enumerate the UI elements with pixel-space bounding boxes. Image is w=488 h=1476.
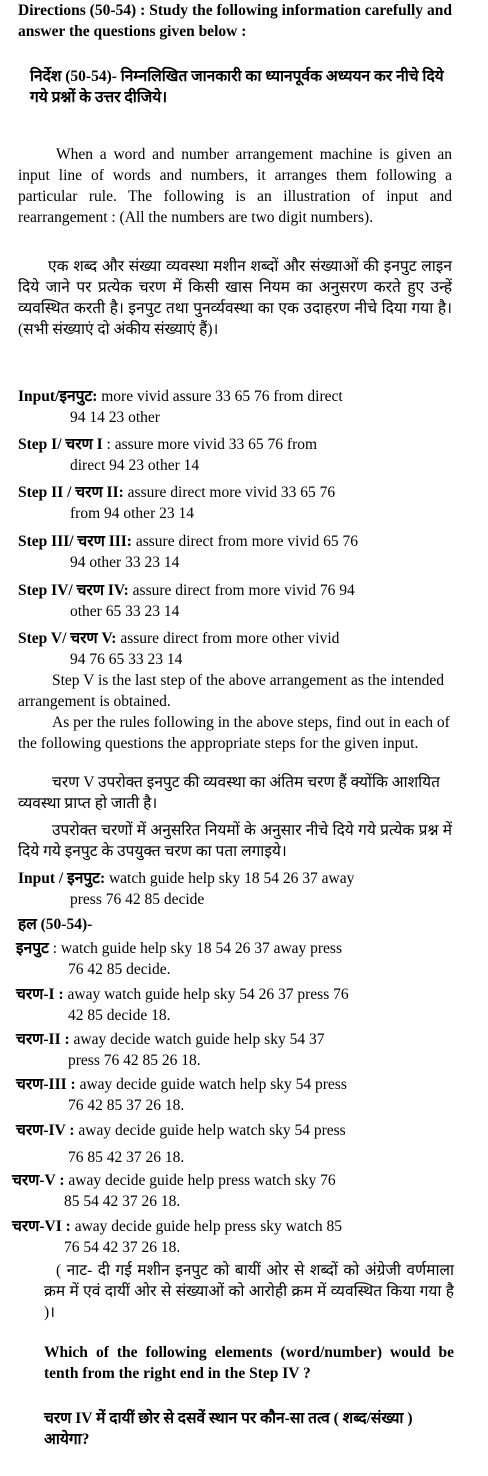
solution-row-text-cont: press 76 42 85 26 18. bbox=[68, 1052, 201, 1069]
directions-heading-hi: निर्देश (50-54)- निम्नलिखित जानकारी का ध्यानपूर्वक अध्ययन कर नीचे दिये गये प्रश्नों के उत्तर दीजिये। bbox=[30, 68, 444, 106]
example-input-label: Input/इनपुट: bbox=[18, 388, 98, 405]
step-label: Step III/ चरण III: bbox=[18, 533, 132, 550]
solution-row-label: चरण-III : bbox=[16, 1076, 76, 1093]
note-last-step-en: Step V is the last step of the above arrangement as the intended arrangement is obtained. bbox=[18, 672, 444, 710]
solution-row-step-5 bbox=[12, 1170, 452, 1212]
step-text: assure direct from more vivid 65 76 bbox=[131, 533, 358, 550]
step-text-cont: from 94 other 23 14 bbox=[70, 505, 194, 522]
example-input-text: more vivid assure 33 65 76 from direct bbox=[97, 388, 343, 405]
solution-row-text: away decide guide watch help sky 54 press bbox=[75, 1076, 347, 1093]
solution-row-text-cont: 85 54 42 37 26 18. bbox=[64, 1193, 181, 1210]
solution-row-text: away decide guide help press watch sky 76 bbox=[64, 1172, 336, 1189]
step-text: : assure more vivid 33 65 76 from bbox=[102, 436, 318, 453]
solution-row-text-cont: 76 85 42 37 26 18. bbox=[68, 1149, 185, 1166]
step-text: assure direct more vivid 33 65 76 bbox=[123, 484, 336, 501]
solution-row-step-3 bbox=[16, 1074, 456, 1116]
step-label: Step I/ चरण I bbox=[18, 436, 103, 453]
solution-row-text: away decide guide help press sky watch 85 bbox=[70, 1218, 342, 1235]
solution-row-input bbox=[16, 938, 456, 980]
question-input bbox=[18, 868, 452, 910]
step-text: assure direct from more vivid 76 94 bbox=[128, 582, 355, 599]
question-input-text: watch guide help sky 18 54 26 37 away bbox=[105, 870, 355, 887]
solution-row-text: away decide guide help watch sky 54 press bbox=[74, 1122, 346, 1139]
example-input-text-cont: 94 14 23 other bbox=[70, 409, 160, 426]
solution-row-text-cont: 76 42 85 decide. bbox=[68, 961, 171, 978]
intro-en: When a word and number arrangement machine is given an input line of words and numbers, it arranges them following a particular rule. The following is an illustration of input and rearrangement : (All the numbers are two digit numbers). bbox=[18, 146, 452, 226]
solution-row-label: इनपुट bbox=[16, 940, 49, 957]
solution-row-step-6 bbox=[12, 1216, 452, 1258]
solution-note: ( नाट- दी गई मशीन इनपुट को बायीं ओर से शब्दों को अंग्रेजी वर्णमाला क्रम में एवं दायीं ओर से संख्याओं को आरोही क्रम में व्यवस्थित किया गया है )। bbox=[44, 1262, 454, 1321]
question-input-text-cont: press 76 42 85 decide bbox=[70, 891, 205, 908]
solution-row-label: चरण-V : bbox=[12, 1172, 65, 1189]
solution-row-step-2 bbox=[16, 1029, 456, 1071]
solution-row-text: : watch guide help sky 18 54 26 37 away press bbox=[48, 940, 342, 957]
example-step-5 bbox=[18, 628, 452, 670]
step-text-cont: 94 other 33 23 14 bbox=[70, 554, 180, 571]
example-step-1 bbox=[18, 434, 452, 476]
step-text: assure direct from more other vivid bbox=[116, 630, 340, 647]
note-last-step-hi: चरण V उपरोक्त इनपुट की व्यवस्था का अंतिम चरण हैं क्योंकि आशयित व्यवस्था प्राप्त हो जाती है। bbox=[18, 774, 440, 812]
question-input-label: Input / इनपुट: bbox=[18, 870, 106, 887]
example-step-2 bbox=[18, 482, 452, 524]
solution-heading: हल (50-54)- bbox=[18, 916, 93, 933]
solution-row-step-4 bbox=[16, 1120, 456, 1168]
step-label: Step V/ चरण V: bbox=[18, 630, 117, 647]
solution-row-text: away decide watch guide help sky 54 37 bbox=[69, 1031, 325, 1048]
solution-row-text-cont: 76 42 85 37 26 18. bbox=[68, 1097, 185, 1114]
step-label: Step IV/ चरण IV: bbox=[18, 582, 129, 599]
question-en: Which of the following elements (word/number) would be tenth from the right end in the Step IV ? bbox=[44, 1344, 454, 1382]
solution-row-text-cont: 42 85 decide 18. bbox=[68, 1007, 171, 1024]
question-hi: चरण IV में दायीं छोर से दसवें स्थान पर कौन-सा तत्व ( शब्द/संख्या ) आयेगा? bbox=[44, 1410, 413, 1448]
step-text-cont: other 65 33 23 14 bbox=[70, 603, 180, 620]
step-label: Step II / चरण II: bbox=[18, 484, 124, 501]
solution-row-text: away watch guide help sky 54 26 37 press 76 bbox=[63, 986, 349, 1003]
example-step-3 bbox=[18, 531, 452, 573]
step-text-cont: 94 76 65 33 23 14 bbox=[70, 651, 183, 668]
solution-row-label: चरण-VI : bbox=[12, 1218, 71, 1235]
solution-row-label: चरण-II : bbox=[16, 1031, 70, 1048]
intro-hi: एक शब्द और संख्या व्यवस्था मशीन शब्दों और संख्याओं की इनपुट लाइन दिये जाने पर प्रत्येक चरण में किसी खास नियम का अनुसरण करते हुए उन्हें व्यवस्थित करती है। इनपुट तथा पुनर्व्यवस्था का एक उदाहरण नीचे दिया गया है। (सभी संख्याएं दो अंकीय संख्याएं हैं)। bbox=[18, 258, 452, 338]
solution-row-label: चरण-IV : bbox=[16, 1122, 75, 1139]
solution-row-text-cont: 76 54 42 37 26 18. bbox=[64, 1239, 181, 1256]
note-rules-hi: उपरोक्त चरणों में अनुसरित नियमों के अनुसार नीचे दिये गये प्रत्येक प्रश्न में दिये गये इनपुट के उपयुक्त चरण का पता लगाइये। bbox=[18, 822, 452, 860]
directions-heading-en: Directions (50-54) : Study the following information carefully and answer the questions given below : bbox=[18, 2, 452, 40]
solution-row-label: चरण-I : bbox=[16, 986, 64, 1003]
example-input bbox=[18, 386, 452, 428]
solution-row-step-1 bbox=[16, 984, 456, 1026]
example-step-4 bbox=[18, 580, 452, 622]
step-text-cont: direct 94 23 other 14 bbox=[70, 457, 200, 474]
note-rules-en: As per the rules following in the above steps, find out in each of the following questions the appropriate steps for the given input. bbox=[18, 714, 450, 752]
